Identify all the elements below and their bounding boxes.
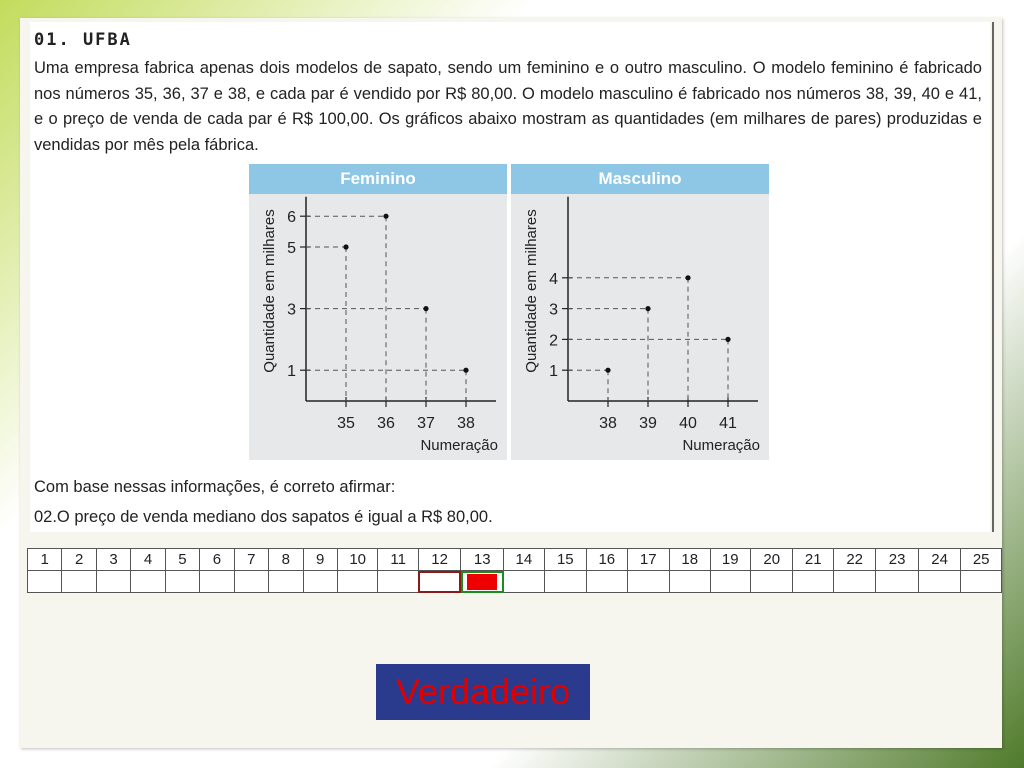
grid-number-8[interactable]: 8 <box>269 549 303 571</box>
chart-panel-feminino <box>249 164 507 460</box>
grid-number-23[interactable]: 23 <box>876 549 918 571</box>
chart-title-feminino: Feminino <box>249 164 507 194</box>
grid-number-16[interactable]: 16 <box>587 549 628 571</box>
grid-number-13[interactable]: 13 <box>461 549 504 571</box>
grid-cell-13[interactable] <box>461 571 504 593</box>
grid-number-20[interactable]: 20 <box>751 549 793 571</box>
x-tick-label: 38 <box>457 415 475 432</box>
grid-number-15[interactable]: 15 <box>544 549 586 571</box>
grid-number-14[interactable]: 14 <box>504 549 545 571</box>
grid-cell-4[interactable] <box>131 571 165 593</box>
grid-cell-8[interactable] <box>269 571 303 593</box>
data-point <box>645 306 650 311</box>
chart-masculino <box>511 194 769 460</box>
grid-cell-17[interactable] <box>627 571 669 593</box>
grid-number-10[interactable]: 10 <box>337 549 378 571</box>
y-tick-label: 2 <box>549 332 558 350</box>
grid-number-21[interactable]: 21 <box>793 549 834 571</box>
grid-cell-22[interactable] <box>833 571 875 593</box>
slide-frame <box>20 18 1002 748</box>
y-tick-label: 3 <box>549 301 558 319</box>
grid-cell-15[interactable] <box>544 571 586 593</box>
grid-cell-14[interactable] <box>504 571 545 593</box>
grid-number-7[interactable]: 7 <box>234 549 268 571</box>
y-tick-label: 6 <box>287 209 296 227</box>
grid-cell-5[interactable] <box>165 571 199 593</box>
data-point <box>463 368 468 373</box>
grid-cell-18[interactable] <box>670 571 711 593</box>
grid-number-22[interactable]: 22 <box>833 549 875 571</box>
grid-number-3[interactable]: 3 <box>96 549 130 571</box>
y-tick-label: 5 <box>287 240 296 257</box>
data-point <box>685 275 690 280</box>
grid-number-12[interactable]: 12 <box>418 549 460 571</box>
grid-number-4[interactable]: 4 <box>131 549 165 571</box>
data-point <box>725 337 730 342</box>
grid-number-5[interactable]: 5 <box>165 549 199 571</box>
x-tick-label: 35 <box>337 415 355 432</box>
grid-cell-12[interactable] <box>418 571 460 593</box>
y-tick-label: 3 <box>287 301 296 319</box>
result-badge: Verdadeiro <box>376 664 590 720</box>
data-point <box>343 244 348 249</box>
question-number: 01. UFBA <box>34 30 132 50</box>
grid-number-11[interactable]: 11 <box>378 549 418 571</box>
x-axis-title: Numeração <box>682 437 760 454</box>
grid-cell-24[interactable] <box>918 571 960 593</box>
question-body: Uma empresa fabrica apenas dois modelos de sapato, sendo um feminino e o outro masculino. O modelo feminino é fabricado nos números 35, 36, 37 e 38, e cada par é vendido por R$ 80,00. O modelo masculino é fabricado nos números 38, 39, 40 e 41, e o preço de venda de cada par é R$ 100,00. Os gráficos abaixo mostram as quantidades (em milhares de pares) produzidas e vendidas por mês pela fábrica. <box>34 59 982 154</box>
grid-cell-25[interactable] <box>961 571 1002 593</box>
grid-cell-10[interactable] <box>337 571 378 593</box>
grid-number-18[interactable]: 18 <box>670 549 711 571</box>
question-prompt: Com base nessas informações, é correto afirmar: <box>34 478 396 496</box>
x-tick-label: 38 <box>599 415 617 432</box>
grid-cell-16[interactable] <box>587 571 628 593</box>
divider <box>992 22 994 532</box>
question-statement: 02.O preço de venda mediano dos sapatos é igual a R$ 80,00. <box>34 508 493 526</box>
current-question-marker <box>467 574 497 590</box>
x-tick-label: 40 <box>679 415 697 432</box>
data-point <box>605 368 610 373</box>
grid-cell-9[interactable] <box>303 571 337 593</box>
grid-number-24[interactable]: 24 <box>918 549 960 571</box>
y-tick-label: 1 <box>287 363 296 381</box>
grid-cell-1[interactable] <box>28 571 62 593</box>
chart-feminino <box>249 194 507 460</box>
grid-number-2[interactable]: 2 <box>62 549 96 571</box>
y-tick-label: 1 <box>549 363 558 381</box>
grid-number-17[interactable]: 17 <box>627 549 669 571</box>
grid-cell-11[interactable] <box>378 571 418 593</box>
grid-cell-20[interactable] <box>751 571 793 593</box>
x-tick-label: 39 <box>639 415 657 432</box>
question-card <box>30 22 990 532</box>
x-axis-title: Numeração <box>420 437 498 454</box>
data-point <box>383 214 388 219</box>
grid-cell-2[interactable] <box>62 571 96 593</box>
y-tick-label: 4 <box>549 270 558 288</box>
data-point <box>423 306 428 311</box>
grid-cell-23[interactable] <box>876 571 918 593</box>
x-tick-label: 37 <box>417 415 435 432</box>
x-tick-label: 41 <box>719 415 737 432</box>
grid-number-25[interactable]: 25 <box>961 549 1002 571</box>
chart-panel-masculino <box>511 164 769 460</box>
grid-cell-19[interactable] <box>710 571 751 593</box>
chart-title-masculino: Masculino <box>511 164 769 194</box>
x-tick-label: 36 <box>377 415 395 432</box>
charts-figure <box>249 164 769 460</box>
grid-number-9[interactable]: 9 <box>303 549 337 571</box>
grid-cell-6[interactable] <box>200 571 234 593</box>
y-axis-title: Quantidade em milhares <box>261 209 278 373</box>
question-navigation-grid <box>27 548 1002 593</box>
grid-cell-3[interactable] <box>96 571 130 593</box>
grid-number-19[interactable]: 19 <box>710 549 751 571</box>
grid-number-6[interactable]: 6 <box>200 549 234 571</box>
grid-number-1[interactable]: 1 <box>28 549 62 571</box>
y-axis-title: Quantidade em milhares <box>523 209 540 373</box>
grid-cell-7[interactable] <box>234 571 268 593</box>
grid-cell-21[interactable] <box>793 571 834 593</box>
